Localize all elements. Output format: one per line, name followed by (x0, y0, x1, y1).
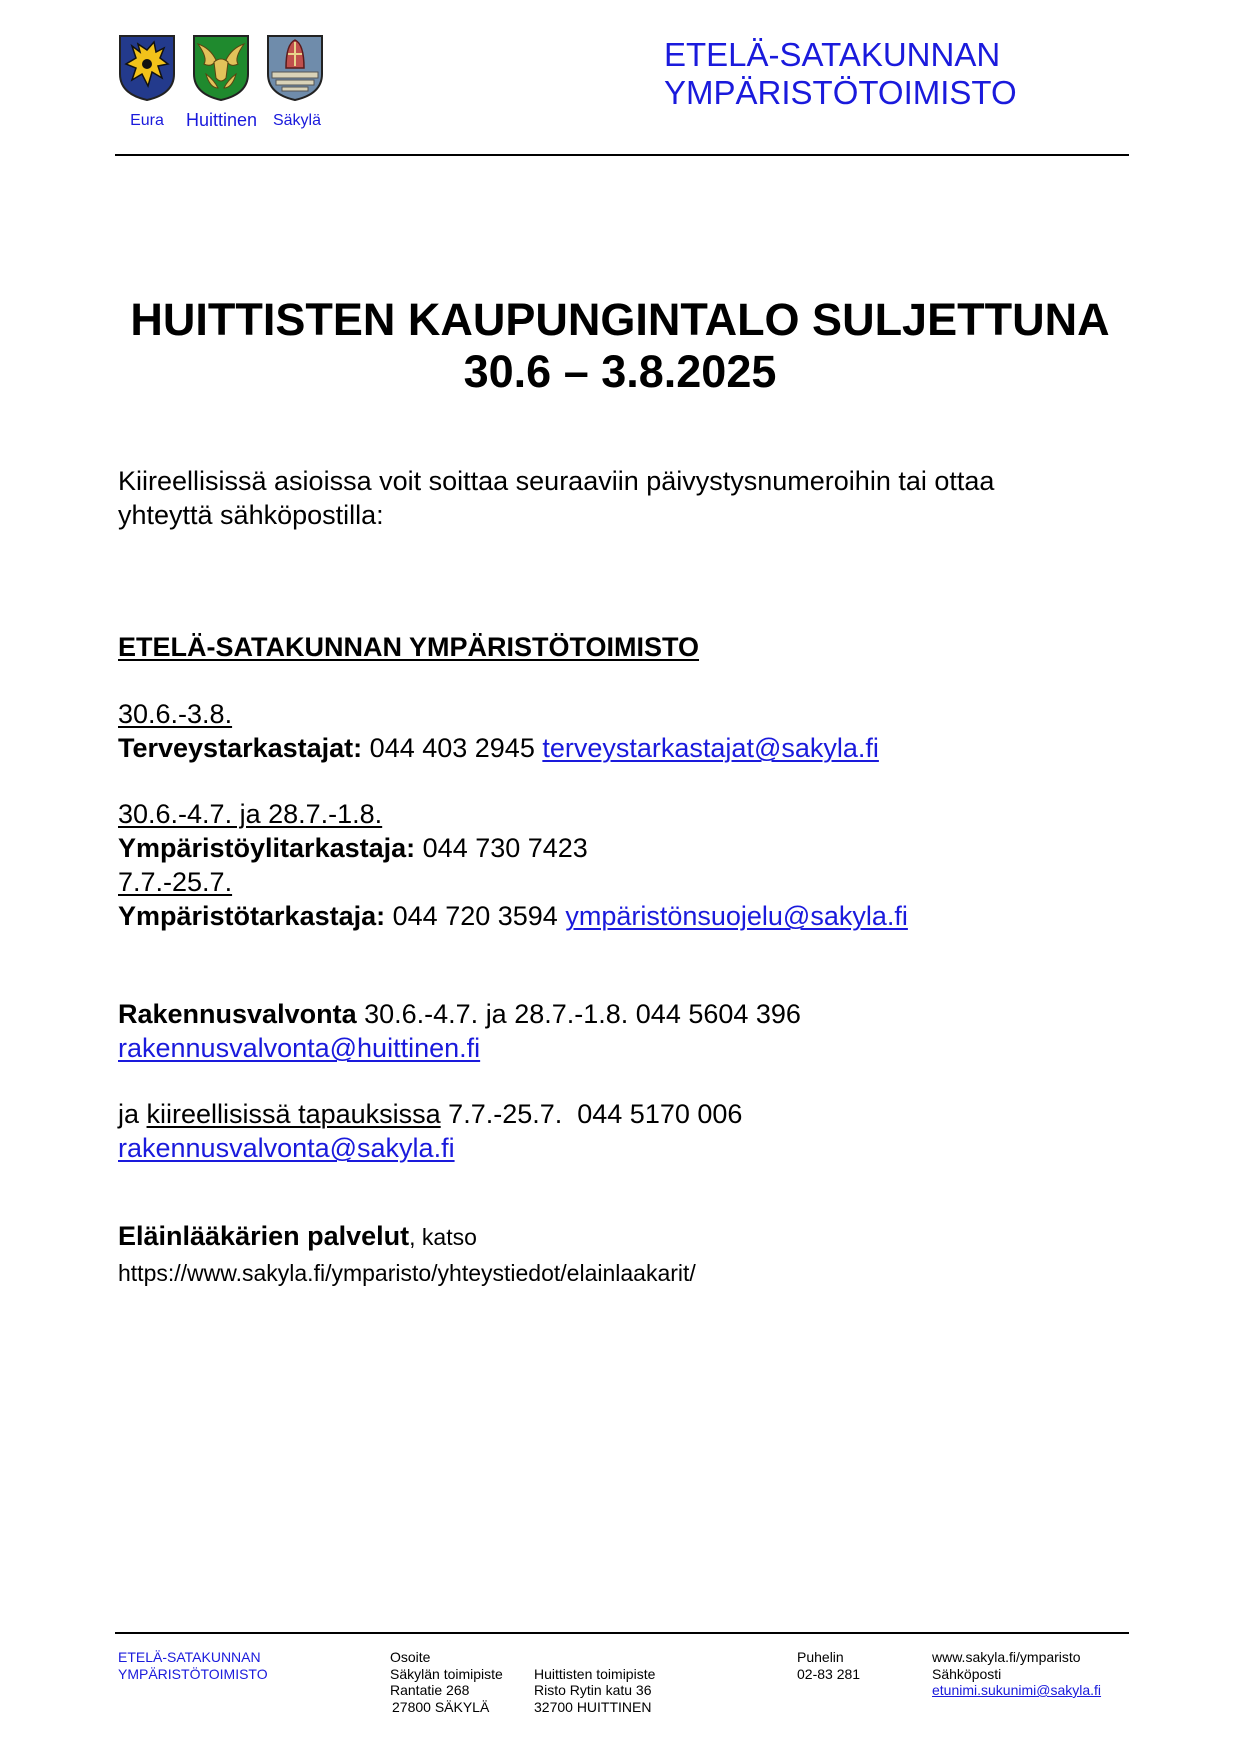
building-email-sakyla-link[interactable]: rakennusvalvonta@sakyla.fi (118, 1133, 455, 1163)
huittinen-label: Huittinen (186, 110, 258, 130)
env-senior-phone: 044 730 7423 (422, 833, 588, 863)
footer-email-link[interactable]: etunimi.sukunimi@sakyla.fi (932, 1682, 1102, 1698)
building-label: Rakennusvalvonta (118, 999, 357, 1029)
building-control-block (118, 997, 801, 1065)
env-inspector-dates: 7.7.-25.7. (118, 867, 233, 897)
footer-address-huittinen (534, 1649, 655, 1715)
building-alt-prefix: ja (118, 1099, 140, 1129)
footer-office1-city: 27800 SÄKYLÄ (392, 1698, 490, 1715)
footer-phone-label: Puhelin (797, 1649, 844, 1665)
footer-org-line2: YMPÄRISTÖTOIMISTO (118, 1665, 268, 1682)
footer-phone-number: 02-83 281 (797, 1665, 861, 1682)
env-inspector-role: Ympäristötarkastaja: (118, 901, 386, 931)
health-inspectors-block (118, 697, 879, 765)
footer-phone (797, 1649, 860, 1682)
vets-suffix: , katso (409, 1224, 477, 1250)
vets-label: Eläinlääkärien palvelut (118, 1221, 410, 1251)
organization-title-line1: ETELÄ-SATAKUNNAN (664, 36, 1001, 73)
footer-address-label: Osoite (390, 1649, 431, 1665)
page-title-line1: HUITTISTEN KAUPUNGINTALO SULJETTUNA (130, 294, 1110, 345)
footer-office2-street: Risto Rytin katu 36 (534, 1682, 652, 1698)
env-inspector-email-link[interactable]: ympäristönsuojelu@sakyla.fi (565, 901, 908, 931)
env-senior-dates: 30.6.-4.7. ja 28.7.-1.8. (118, 799, 383, 829)
health-dates: 30.6.-3.8. (118, 699, 233, 729)
footer-office2-city: 32700 HUITTINEN (534, 1698, 652, 1715)
building-urgent-block (118, 1097, 742, 1165)
sakyla-label: Säkylä (272, 112, 322, 129)
footer-divider (115, 1632, 1129, 1634)
footer-office1-name: Säkylän toimipiste (390, 1665, 503, 1682)
intro-line2: yhteyttä sähköpostilla: (118, 500, 384, 530)
intro-text (118, 464, 994, 532)
footer-address-sakyla (390, 1649, 503, 1715)
footer-office1-street: Rantatie 268 (390, 1682, 470, 1698)
building-alt-details: 7.7.-25.7. 044 5170 006 (448, 1099, 743, 1129)
page-title-dates: 30.6 – 3.8.2025 (463, 346, 777, 397)
page-title (0, 294, 1240, 398)
footer-email-label: Sähköposti (932, 1665, 1002, 1682)
veterinary-block (118, 1219, 696, 1288)
footer-web-email (932, 1649, 1101, 1699)
building-email-huittinen-link[interactable]: rakennusvalvonta@huittinen.fi (118, 1033, 481, 1063)
environment-inspectors-block (118, 797, 908, 933)
env-inspector-phone: 044 720 3594 (392, 901, 558, 931)
footer-web[interactable]: www.sakyla.fi/ymparisto (932, 1649, 1081, 1665)
vets-url[interactable]: https://www.sakyla.fi/ymparisto/yhteystiedot/elainlaakarit/ (118, 1260, 696, 1286)
footer-office2-name: Huittisten toimipiste (534, 1665, 656, 1682)
footer-organization (118, 1649, 268, 1682)
huittinen-coat-of-arms (192, 34, 250, 102)
eura-label: Eura (130, 112, 164, 129)
health-phone: 044 403 2945 (369, 733, 535, 763)
section-heading: ETELÄ-SATAKUNNAN YMPÄRISTÖTOIMISTO (118, 632, 700, 662)
sakyla-coat-of-arms (266, 34, 324, 102)
health-role: Terveystarkastajat: (118, 733, 363, 763)
env-senior-role: Ympäristöylitarkastaja: (118, 833, 416, 863)
eura-coat-of-arms (118, 34, 176, 102)
footer-org-line1: ETELÄ-SATAKUNNAN (118, 1649, 261, 1665)
building-alt-urgent: kiireellisissä tapauksissa (146, 1099, 441, 1129)
organization-title (664, 36, 1017, 112)
intro-line1: Kiireellisissä asioissa voit soittaa seuraaviin päivystysnumeroihin tai ottaa (118, 466, 995, 496)
health-email-link[interactable]: terveystarkastajat@sakyla.fi (542, 733, 879, 763)
header-divider (115, 154, 1129, 156)
building-details: 30.6.-4.7. ja 28.7.-1.8. 044 5604 396 (364, 999, 801, 1029)
organization-title-line2: YMPÄRISTÖTOIMISTO (664, 74, 1017, 111)
